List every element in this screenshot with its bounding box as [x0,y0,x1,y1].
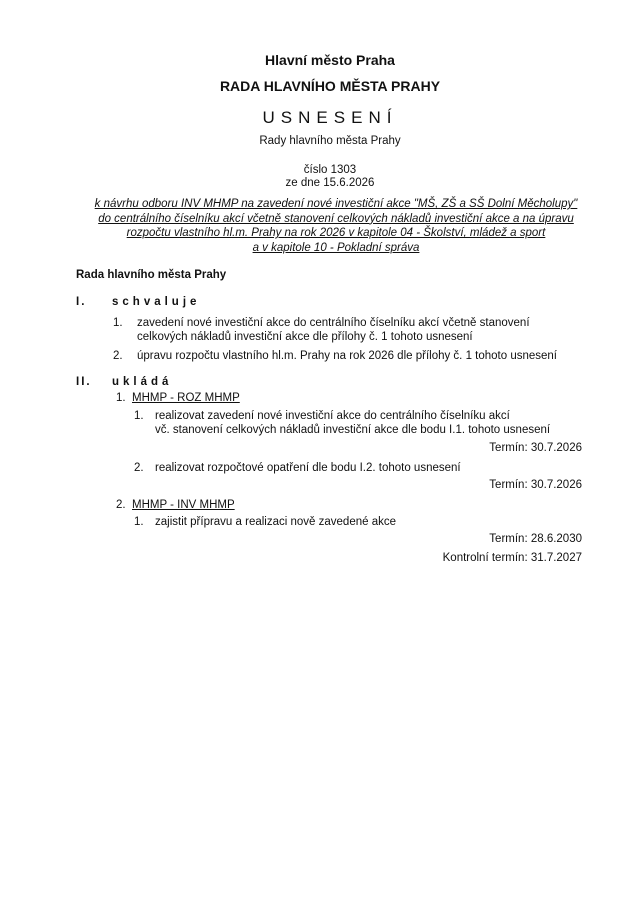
deadline: Termín: 30.7.2026 [489,479,582,491]
document-title: USNESENÍ [262,108,398,127]
subject-line: do centrálního číselníku akcí včetně stanovení celkových nákladů investiční akce a na úpravu [98,212,574,225]
section-title: schvaluje [112,296,201,308]
item-number: 2. [113,350,123,362]
task-text: vč. stanovení celkových nákladů investiční akce dle bodu I.1. tohoto usnesení [155,424,551,436]
body-lead: Rada hlavního města Prahy [76,269,227,281]
control-deadline: Kontrolní termín: 31.7.2027 [442,552,582,564]
subject-line: k návrhu odboru INV MHMP na zavedení nové investiční akce "MŠ, ZŠ a SŠ Dolní Měcholupy" [94,198,578,210]
organization-name: Hlavní město Praha [265,52,395,68]
deadline: Termín: 28.6.2030 [489,533,582,545]
recipient-name: MHMP - ROZ MHMP [132,392,240,404]
deadline: Termín: 30.7.2026 [489,442,582,454]
group-number: 1. [116,392,126,404]
document-subtitle: Rady hlavního města Prahy [259,135,401,147]
item-number: 1. [113,317,123,329]
task-number: 1. [134,516,144,528]
task-number: 1. [134,410,144,422]
section-title: ukládá [112,376,173,388]
item-text: celkových nákladů investiční akce dle přílohy č. 1 tohoto usnesení [137,331,473,343]
resolution-date: ze dne 15.6.2026 [285,177,375,189]
item-text: zavedení nové investiční akce do centrálního číselníku akcí včetně stanovení [137,317,530,329]
task-text: realizovat rozpočtové opatření dle bodu I.2. tohoto usnesení [155,462,461,474]
task-text: realizovat zavedení nové investiční akce do centrálního číselníku akcí [155,410,510,422]
group-number: 2. [116,499,126,511]
resolution-number: číslo 1303 [303,164,357,176]
item-text: úpravu rozpočtu vlastního hl.m. Prahy na rok 2026 dle přílohy č. 1 tohoto usnesení [137,350,557,362]
resolution-subject [75,197,597,255]
recipient-name: MHMP - INV MHMP [132,499,235,511]
subject-line: a v kapitole 10 - Pokladní správa [252,241,420,254]
subject-line: rozpočtu vlastního hl.m. Prahy na rok 2026 v kapitole 04 - Školství, mládež a sport [126,227,546,240]
council-name: RADA HLAVNÍHO MĚSTA PRAHY [219,78,441,94]
task-text: zajistit přípravu a realizaci nově zavedené akce [155,516,396,528]
section-number: II. [76,376,92,388]
section-number: I. [76,296,87,308]
task-number: 2. [134,462,144,474]
